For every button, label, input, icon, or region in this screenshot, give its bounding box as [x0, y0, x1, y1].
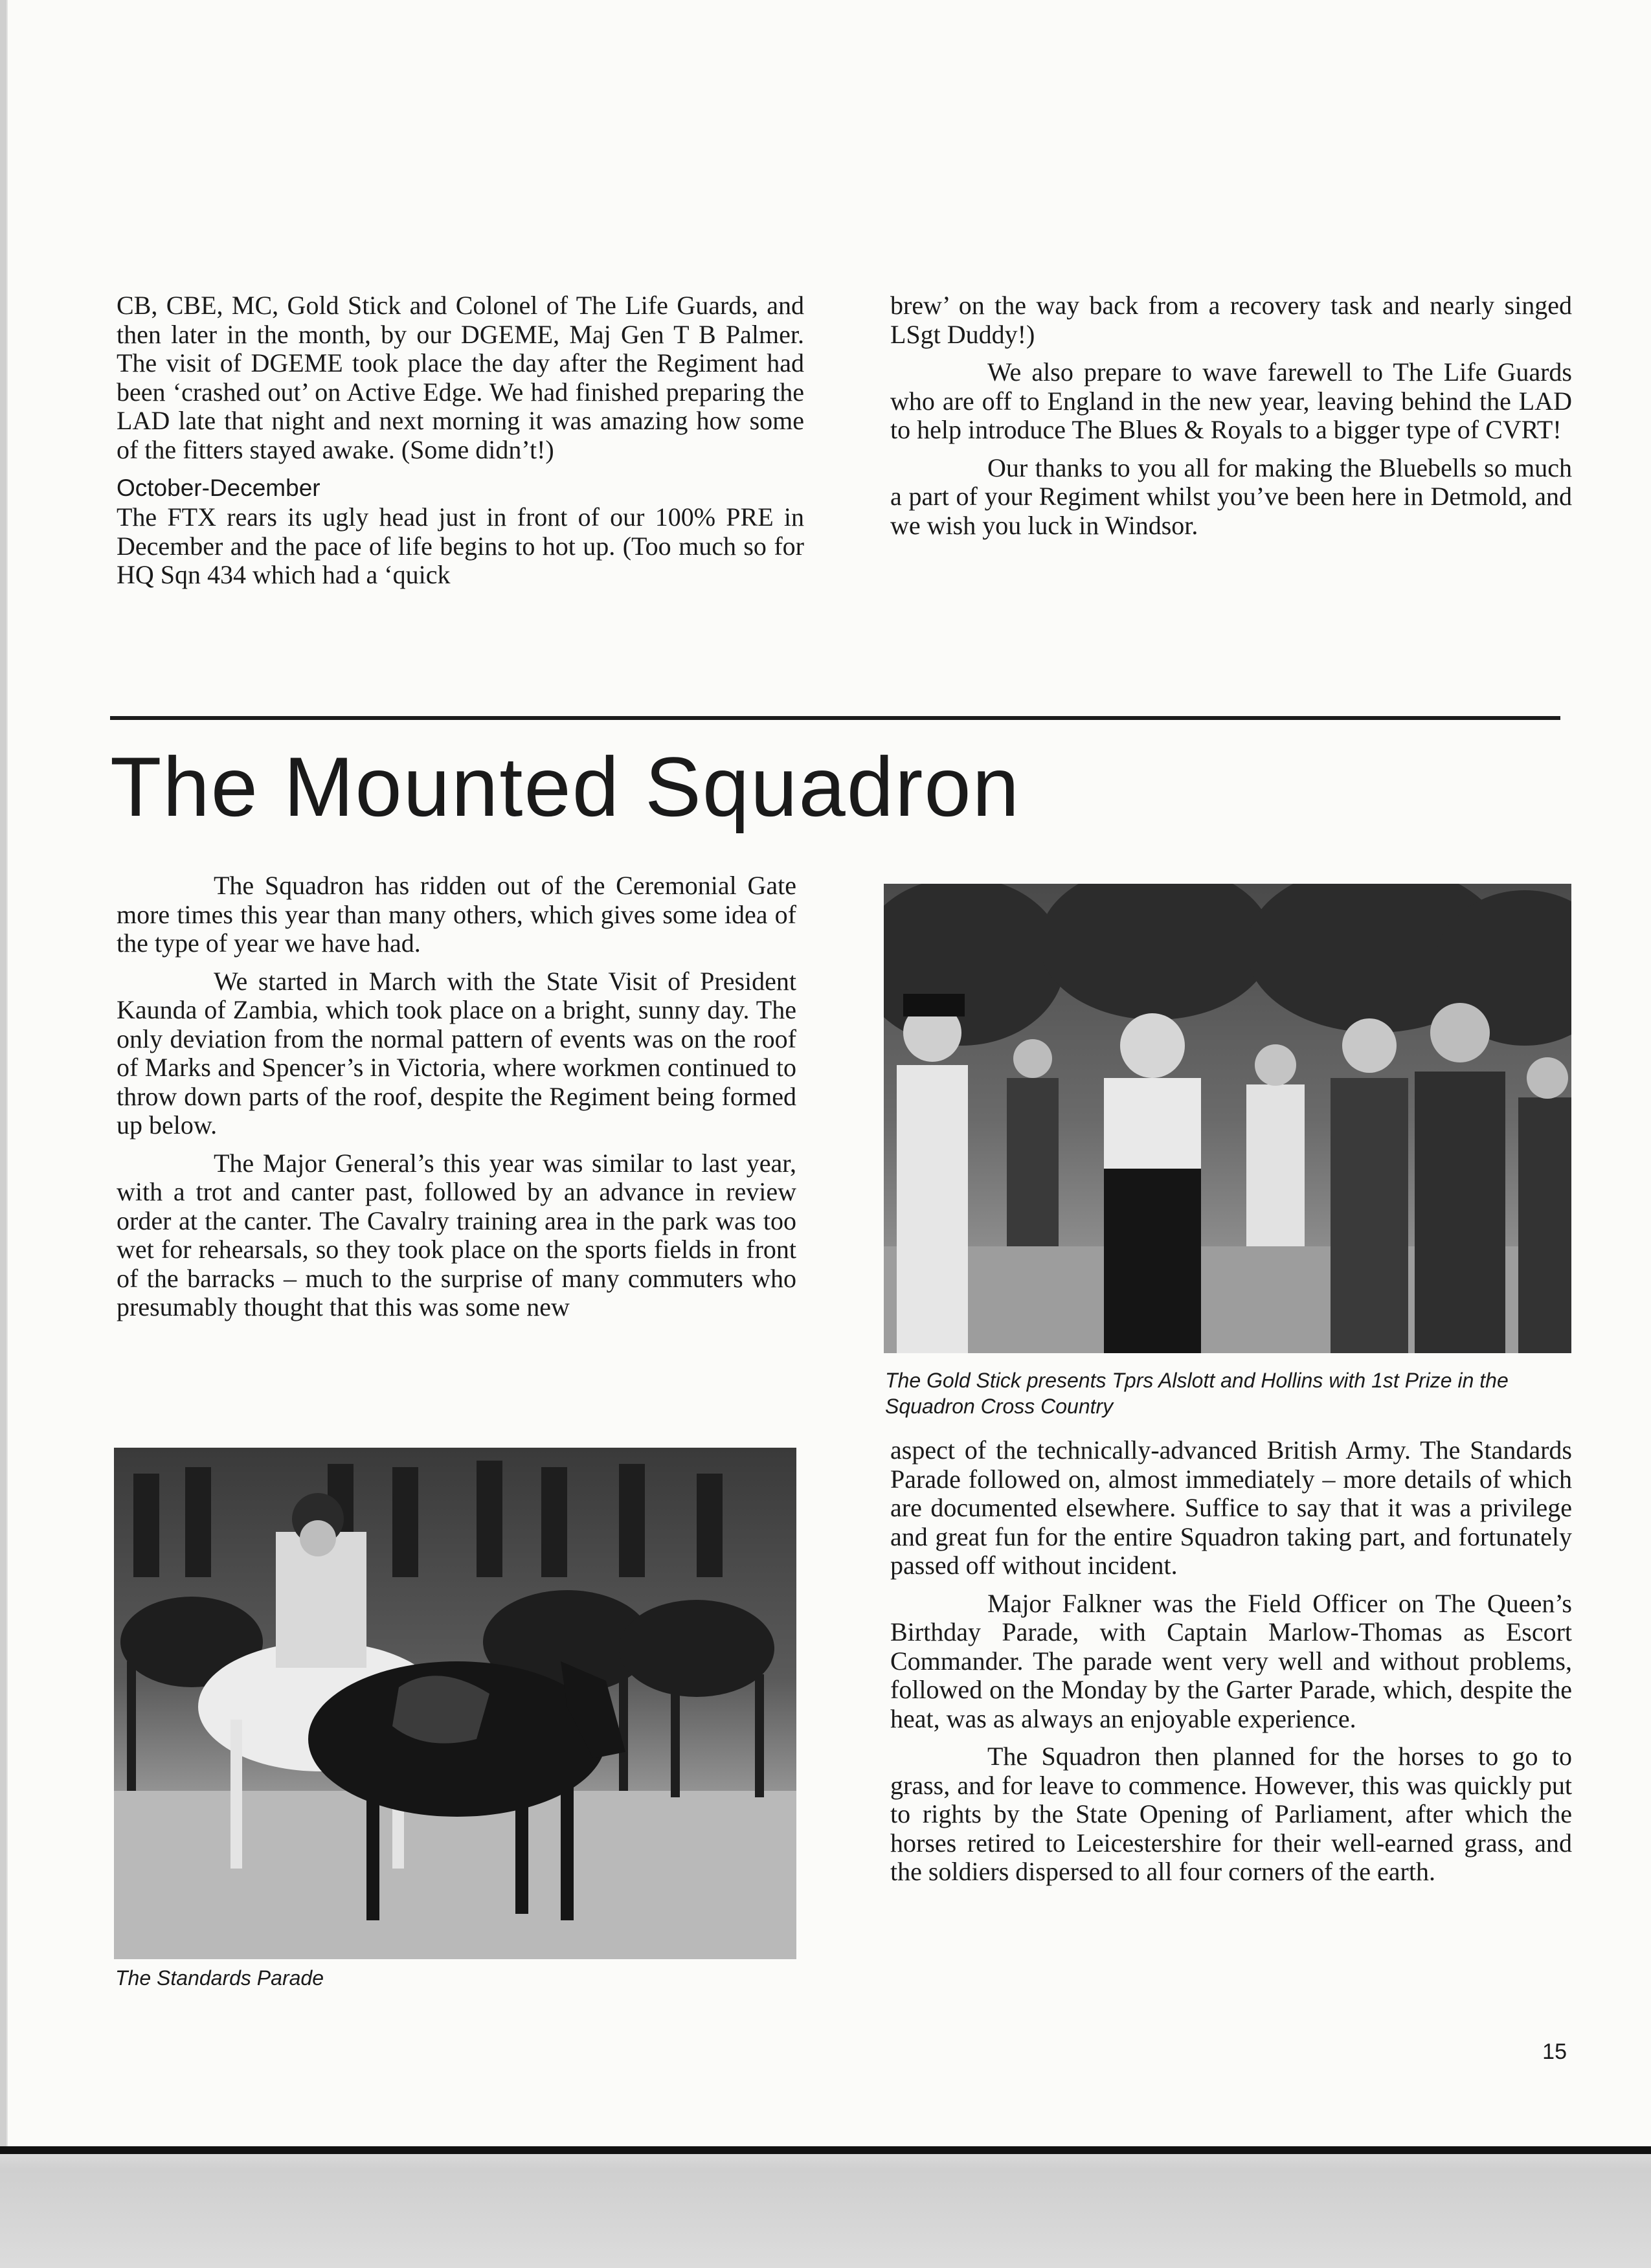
article-paragraph-2: We started in March with the State Visit of President Kaunda of Zambia, which took place on a bright, sunny day. The only deviation from the normal pattern of events was on the roof of Marks and Spencer’s in Victoria, where workmen continued to throw down parts of the roof, despite the Regiment being formed up below.: [117, 966, 796, 1140]
page-number: 15: [1542, 2039, 1567, 2064]
top-left-paragraph-2: The FTX rears its ugly head just in front of our 100% PRE in December and the pace of life begins to hot up. (Too much so for HQ Sqn 434 which had a ‘quick: [117, 502, 804, 589]
top-left-column: [117, 291, 804, 599]
article-title: The Mounted Squadron: [110, 739, 1020, 834]
standards-parade-caption: The Standards Parade: [115, 1966, 324, 1990]
top-right-paragraph-3: Our thanks to you all for making the Bluebells so much a part of your Regiment whilst you’ve been here in Detmold, and we wish you luck in Windsor.: [890, 453, 1572, 540]
article-left-column: [117, 871, 796, 1331]
article-right-column: [890, 1436, 1572, 1896]
article-continuation: aspect of the technically-advanced British Army. The Standards Parade followed on, almost immediately – more details of which are documented elsewhere. Suffice to say that it was a privilege and great fun for the entire Squadron taking part, and fortunately passed off without incident.: [890, 1435, 1572, 1580]
gold-stick-photo: [884, 884, 1571, 1353]
article-paragraph-1: The Squadron has ridden out of the Ceremonial Gate more times this year than many others, which gives some idea of the type of year we have had.: [117, 871, 796, 958]
gold-stick-caption: The Gold Stick presents Tprs Alslott and Hollins with 1st Prize in the Squadron Cross Country: [885, 1369, 1509, 1418]
top-right-paragraph-2: We also prepare to wave farewell to The Life Guards who are off to England in the new year, leaving behind the LAD to help introduce The Blues & Royals to a bigger type of CVRT!: [890, 357, 1572, 444]
top-right-paragraph-1: brew’ on the way back from a recovery task and nearly singed LSgt Duddy!): [890, 291, 1572, 349]
article-paragraph-5: The Squadron then planned for the horses to go to grass, and for leave to commence. However, this was quickly put to rights by the State Opening of Parliament, after which the horses retired to Leicestershire for their well-earned grass, and the soldiers dispersed to all four corners of the earth.: [890, 1742, 1572, 1886]
section-divider: [110, 716, 1560, 720]
top-right-column: [890, 291, 1572, 549]
article-paragraph-3: The Major General’s this year was similar to last year, with a trot and canter past, followed by an advance in review order at the canter. The Cavalry training area in the park was too wet for rehearsals, so they took place on the sports fields in front of the barracks – much to the surprise of many commuters who presumably thought that this was some new: [117, 1148, 796, 1321]
top-left-paragraph-1: CB, CBE, MC, Gold Stick and Colonel of The Life Guards, and then later in the month, by our DGEME, Maj Gen T B Palmer. The visit of DGEME took place the day after the Regiment had been ‘crashed out’ on Active Edge. We had finished preparing the LAD late that night and next morning it was amazing how some of the fitters stayed awake. (Some didn’t!): [117, 291, 804, 464]
page-bottom-edge: [0, 2146, 1651, 2268]
standards-parade-photo: [114, 1448, 796, 1959]
page-binding-edge: [0, 0, 6, 2268]
section-subheading: October-December: [117, 475, 320, 501]
article-paragraph-4: Major Falkner was the Field Officer on The Queen’s Birthday Parade, with Captain Marlow-Thomas as Escort Commander. The parade went very well and without problems, followed on the Monday by the Garter Parade, which, despite the heat, was as always an enjoyable experience.: [890, 1588, 1572, 1733]
